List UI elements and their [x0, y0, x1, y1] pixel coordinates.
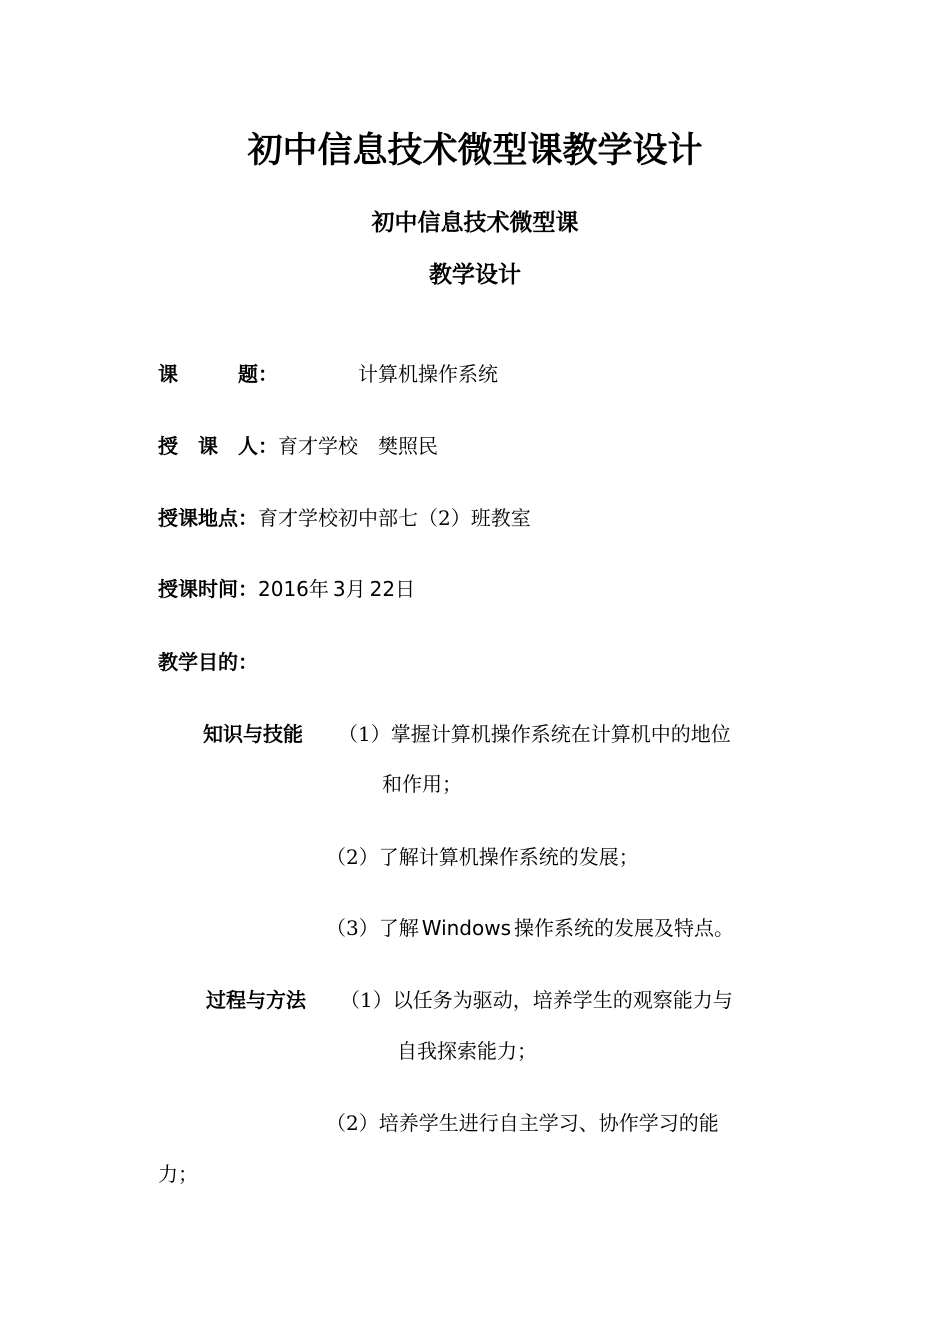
document-title: 初中信息技术微型课教学设计: [247, 131, 703, 171]
knowledge-item-1-line-1: （1）掌握计算机操作系统在计算机中的地位: [338, 722, 731, 746]
process-item-1-line-1: （1）以任务为驱动，培养学生的观察能力与: [340, 988, 733, 1012]
subtitle-line-2: 教学设计: [429, 262, 521, 288]
location-row: [158, 506, 531, 530]
time-month-unit: 月: [345, 577, 366, 601]
goals-heading: 教学目的：: [158, 650, 258, 674]
time-day-unit: 日: [395, 577, 416, 601]
time-year: 2016: [258, 577, 309, 601]
time-row: [158, 577, 415, 601]
knowledge-item-3-suffix: 操作系统的发展及特点。: [514, 916, 735, 940]
time-day: 22: [369, 577, 396, 601]
time-year-unit: 年: [308, 577, 329, 601]
topic-row: [158, 362, 498, 386]
time-label: 授课时间：: [158, 577, 258, 601]
knowledge-label: 知识与技能: [203, 722, 303, 746]
teacher-value: 育才学校 樊照民: [278, 434, 438, 458]
location-value: 育才学校初中部七（2）班教室: [258, 506, 531, 530]
process-item-2-line-2: 力；: [158, 1162, 198, 1186]
process-item-1-line-2: 自我探索能力；: [397, 1039, 537, 1063]
process-label: 过程与方法: [206, 988, 306, 1012]
topic-label: 课 题：: [158, 362, 278, 386]
location-label: 授课地点：: [158, 506, 258, 530]
teacher-row: [158, 434, 438, 458]
subtitle-line-1: 初中信息技术微型课: [371, 210, 579, 236]
knowledge-item-3: [326, 916, 734, 940]
teacher-label: 授 课 人：: [158, 434, 278, 458]
time-month: 3: [332, 577, 346, 601]
knowledge-item-2: （2）了解计算机操作系统的发展；: [326, 845, 639, 869]
knowledge-item-3-prefix: （3）了解: [326, 916, 419, 940]
process-item-2-line-1: （2）培养学生进行自主学习、协作学习的能: [326, 1111, 719, 1135]
knowledge-item-3-windows: Windows: [421, 916, 512, 940]
knowledge-item-1-line-2: 和作用；: [382, 772, 462, 796]
topic-value: 计算机操作系统: [358, 362, 498, 386]
